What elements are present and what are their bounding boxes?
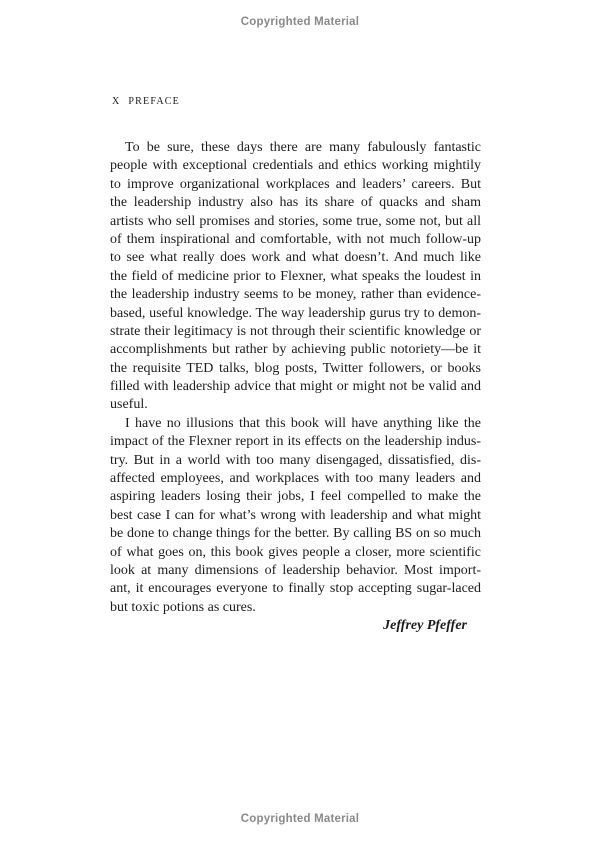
text-line: filled with leadership advice that might or might not be valid and xyxy=(110,379,481,395)
text-line: the field of medicine prior to Flexner, what speaks the loudest in xyxy=(110,268,481,284)
text-line: aspiring leaders losing their jobs, I feel compelled to make the xyxy=(110,489,481,505)
running-head xyxy=(112,96,180,107)
text-line: try. But in a world with too many disengaged, dissatisfied, dis- xyxy=(110,452,481,468)
text-line: of what goes on, this book gives people a closer, more scientific xyxy=(110,544,481,560)
copyright-notice-top: Copyrighted Material xyxy=(240,16,360,28)
text-line: useful. xyxy=(110,397,148,413)
text-line: to see what really does work and what doesn’t. And much like xyxy=(110,250,481,266)
text-line: artists who sell promises and stories, some true, some not, but all xyxy=(110,213,481,229)
text-line: ant, it encourages everyone to finally stop accepting sugar-laced xyxy=(110,581,481,597)
text-line: to improve organizational workplaces and leaders’ careers. But xyxy=(110,176,481,192)
page-number: X xyxy=(112,96,121,107)
text-line: the leadership industry also has its share of quacks and sham xyxy=(110,195,481,211)
text-line: best case I can for what’s wrong with leadership and what might xyxy=(110,507,481,523)
text-line: I have no illusions that this book will have anything like the xyxy=(125,415,481,431)
text-line: To be sure, these days there are many fabulously fantastic xyxy=(125,140,481,155)
text-line: be done to change things for the better. By calling BS on so much xyxy=(110,526,481,542)
text-line: but toxic potions as cures. xyxy=(110,599,256,615)
chapter-title: PREFACE xyxy=(128,96,180,107)
text-line: impact of the Flexner report in its effects on the leadership indus- xyxy=(110,434,481,450)
text-line: strate their legitimacy is not through their scientific knowledge or xyxy=(110,323,481,339)
text-line: based, useful knowledge. The way leadership gurus try to demon- xyxy=(110,305,481,321)
text-line: the leadership industry seems to be money, rather than evidence- xyxy=(110,287,481,303)
body-text xyxy=(110,139,481,636)
text-line: look at many dimensions of leadership behavior. Most import- xyxy=(110,562,481,578)
text-line: of them inspirational and comfortable, with not much follow-up xyxy=(110,231,481,247)
paragraph-2 xyxy=(110,415,481,617)
copyright-notice-bottom: Copyrighted Material xyxy=(240,813,360,825)
text-line: the requisite TED talks, blog posts, Twitter followers, or books xyxy=(110,360,481,376)
paragraph-1 xyxy=(110,139,481,415)
author-signature: Jeffrey Pfeffer xyxy=(383,618,467,634)
text-line: affected employees, and workplaces with too many leaders and xyxy=(110,471,481,487)
text-line: accomplishments but rather by achieving public notoriety—be it xyxy=(110,342,481,358)
text-line: people with exceptional credentials and ethics working mightily xyxy=(110,158,481,174)
